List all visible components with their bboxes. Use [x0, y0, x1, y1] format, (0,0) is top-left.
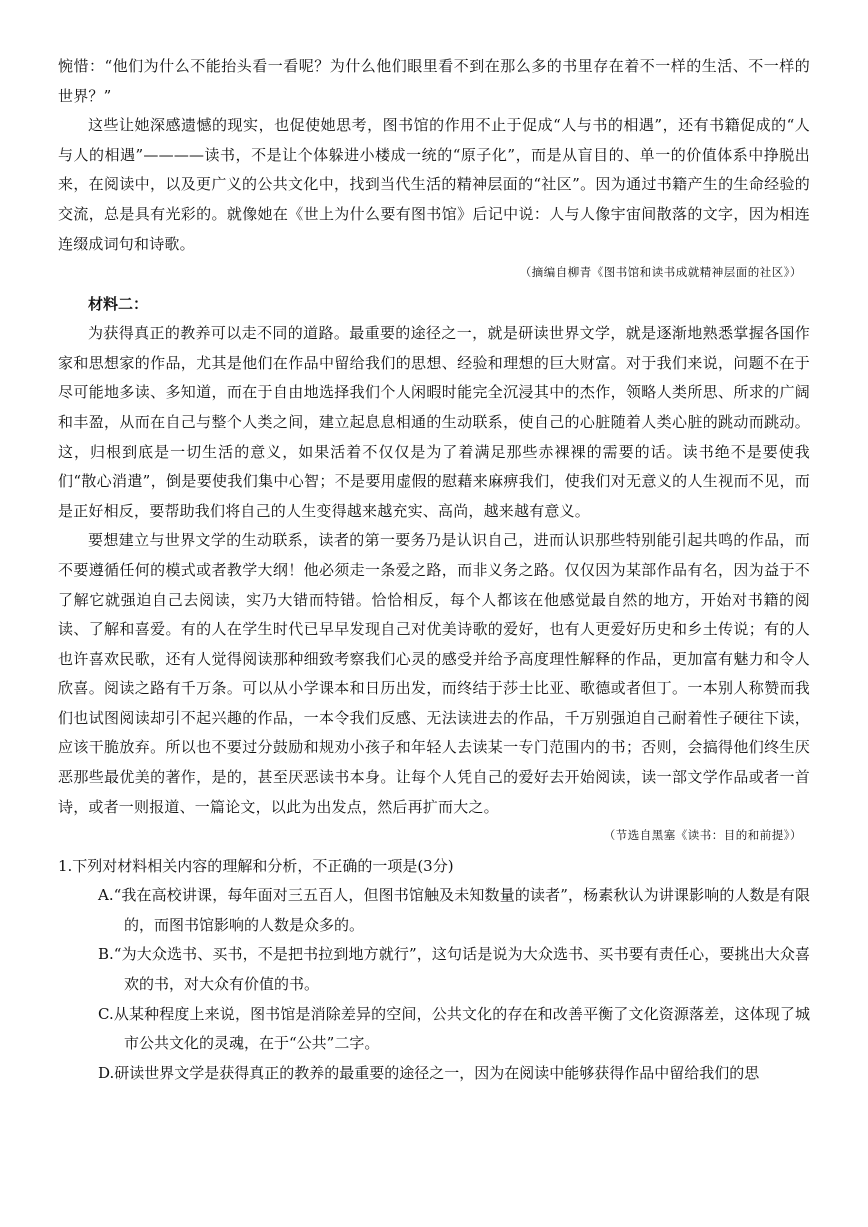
material-two-source: （节选自黑塞《读书：目的和前提》）: [603, 828, 802, 843]
question-1-option-a: A.“我在高校讲课，每年面对三五百人，但图书馆触及未知数量的读者”，杨素秋认为讲课影响的人数是有限的，而图书馆影响的人数是众多的。: [98, 886, 810, 934]
question-1-stem: 1.下列对材料相关内容的理解和分析，不正确的一项是(3分): [58, 857, 454, 876]
exam-page: [58, 52, 810, 1088]
material-one-source: （摘编自柳青《图书馆和读书成就精神层面的社区》）: [519, 265, 802, 280]
question-1-option-d: D.研读世界文学是获得真正的教养的最重要的途径之一，因为在阅读中能够获得作品中留给我们的思: [98, 1063, 760, 1082]
question-1-option-b: B.“为大众选书、买书，不是把书拉到地方就行”，这句话是说为大众选书、买书要有责任心，要挑出大众喜欢的书，对大众有价值的书。: [98, 945, 810, 994]
material-two-paragraph-2: 要想建立与世界文学的生动联系，读者的第一要务乃是认识自己，进而认识那些特别能引起共鸣的作品，而不要遵循任何的模式或者教学大纲！他必须走一条爱之路，而非义务之路。仅仅因为某部作品有名，因为益于不了解它就强迫自己去阅读，实乃大错而特错。恰恰相反，每个人都该在他感觉最自然的地方，开始对书籍的阅读、了解和喜爱。有的人在学生时代已早早发现自己对优美诗歌的爱好，也有人更爱好历史和乡土传说；有的人也许喜欢民歌，还有人觉得阅读那种细致考察我们心灵的感受并给予高度理性解释的作品，更加富有魅力和令人欣喜。阅读之路有千万条。可以从小学课本和日历出发，而终结于莎士比亚、歌德或者但丁。一本别人称赞而我们也试图阅读却引不起兴趣的作品，一本令我们反感、无法读进去的作品，千万别强迫自己耐着性子硬往下读，应该干脆放弃。所以也不要过分鼓励和规劝小孩子和年轻人去读某一专门范围内的书；否则，会搞得他们终生厌恶那些最优美的著作，是的，甚至厌恶读书本身。让每个人凭自己的爱好去开始阅读，读一部文学作品或者一首诗，或者一则报道、一篇论文，以此为出发点，然后再扩而大之。: [58, 531, 810, 816]
question-1-option-c: C.从某种程度上来说，图书馆是消除差异的空间，公共文化的存在和改善平衡了文化资源落差，这体现了城市公共文化的灵魂，在于“公共”二字。: [98, 1004, 810, 1053]
material-one-paragraph-1: 惋惜：“他们为什么不能抬头看一看呢？为什么他们眼里看不到在那么多的书里存在着不一样的生活、不一样的世界？”: [58, 57, 810, 105]
material-one-paragraph-2: 这些让她深感遗憾的现实，也促使她思考，图书馆的作用不止于促成“人与书的相遇”，还有书籍促成的“人与人的相遇”————读书，不是让个体躲进小楼成一统的“原子化”，而是从盲目的、单一的价值体系中挣脱出来，在阅读中，以及更广义的公共文化中，找到当代生活的精神层面的“社区”。因为通过书籍产生的生命经验的交流，总是具有光彩的。就像她在《世上为什么要有图书馆》后记中说：人与人像宇宙间散落的文字，因为相连连缀成词句和诗歌。: [58, 116, 810, 253]
material-two-heading: 材料二：: [88, 295, 149, 314]
material-two-paragraph-1: 为获得真正的教养可以走不同的道路。最重要的途径之一，就是研读世界文学，就是逐渐地熟悉掌握各国作家和思想家的作品，尤其是他们在作品中留给我们的思想、经验和理想的巨大财富。对于我们来说，问题不在于尽可能地多读、多知道，而在于自由地选择我们个人闲暇时能完全沉浸其中的杰作，领略人类所思、所求的广阔和丰盈，从而在自己与整个人类之间，建立起息息相通的生动联系，使自己的心脏随着人类心脏的跳动而跳动。这，归根到底是一切生活的意义，如果活着不仅仅是为了着满足那些赤裸裸的需要的话。读书绝不是要使我们“散心消遣”，倒是要使我们集中心智；不是要用虚假的慰藉来麻痹我们，使我们对无意义的人生视而不见，而是正好相反，要帮助我们将自己的人生变得越来越充实、高尚，越来越有意义。: [58, 324, 810, 520]
